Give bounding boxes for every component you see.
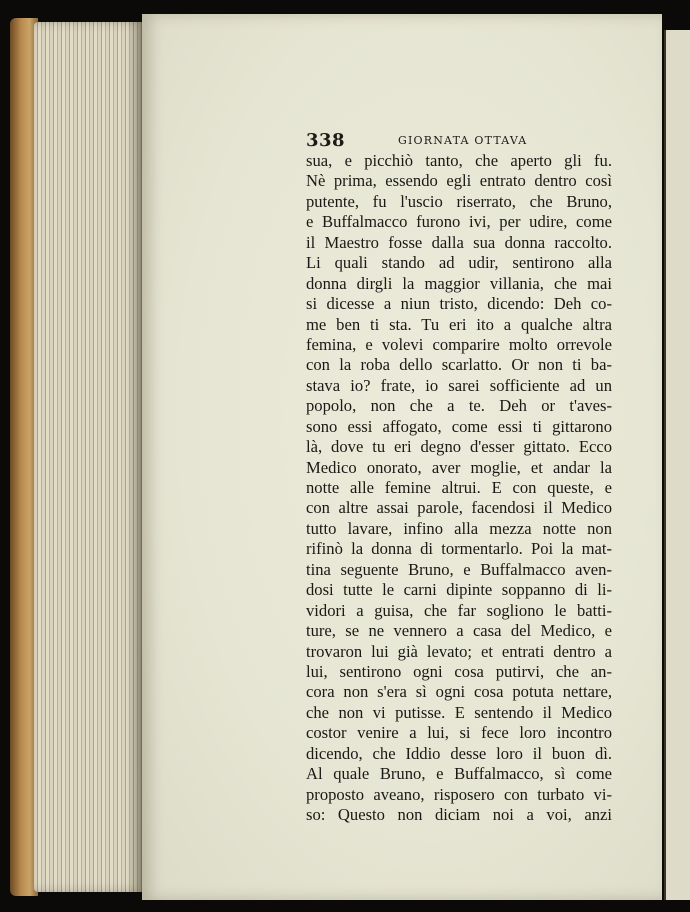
text-line: là, dove tu eri degno d'esser gittato. Ecco <box>306 437 612 457</box>
text-line: dicendo, che Iddio desse loro il buon dì. <box>306 743 612 763</box>
text-line: il Maestro fosse dalla sua donna raccolto. <box>306 232 612 252</box>
text-line: lui, sentirono ogni cosa putirvi, che an- <box>306 661 612 681</box>
text-line: vidori a guisa, che far sogliono le batti- <box>306 600 612 620</box>
text-line: notte alle femine altrui. E con queste, e <box>306 478 612 497</box>
text-line: sua, e picchiò tanto, che aperto gli fu. <box>306 151 612 170</box>
text-line: cora non s'era sì ogni cosa potuta nettare, <box>306 682 612 702</box>
text-line: donna dirgli la maggior villania, che mai <box>306 273 612 293</box>
page-number: 338 <box>306 130 346 151</box>
text-line: e Buffalmacco furono ivi, per udire, come <box>306 212 612 232</box>
text-line: costor venire a lui, si fece loro incontro <box>306 723 612 743</box>
text-line: putente, fu l'uscio riserrato, che Bruno, <box>306 191 612 211</box>
text-line: femina, e volevi comparire molto orrevole <box>306 334 612 354</box>
text-line: sono essi affogato, come essi ti gittarono <box>306 416 612 436</box>
text-line: Medico onorato, aver moglie, et andar la <box>306 457 612 477</box>
text-line: ture, se ne vennero a casa del Medico, e <box>306 621 612 641</box>
text-line: trovaron lui già levato; et entrati dentro a <box>306 641 612 661</box>
running-head-title: GIORNATA OTTAVA <box>398 134 528 147</box>
text-line: proposto aveano, risposero con turbato vi- <box>306 784 612 804</box>
text-line: che non vi putisse. E sentendo il Medico <box>306 702 612 722</box>
text-line: stava io? frate, io sarei sofficiente ad un <box>306 375 612 395</box>
text-line: me ben ti sta. Tu eri ito a qualche altra <box>306 314 612 334</box>
text-line: popolo, non che a te. Deh or t'aves- <box>306 396 612 416</box>
text-line: dosi tutte le carni dipinte soppanno di li- <box>306 580 612 600</box>
text-line: tutto lavare, infino alla mezza notte non <box>306 518 612 538</box>
body-text <box>306 151 612 825</box>
text-line: Nè prima, essendo egli entrato dentro così <box>306 171 612 191</box>
facing-page-edge <box>664 30 690 900</box>
text-line: Al quale Bruno, e Buffalmacco, sì come <box>306 764 612 784</box>
text-line: so: Questo non diciam noi a voi, anzi <box>306 805 612 824</box>
text-line: con altre assai parole, facendosi il Medico <box>306 498 612 518</box>
text-line: con la roba dello scarlatto. Or non ti ba- <box>306 355 612 375</box>
text-line: tina seguente Bruno, e Buffalmacco aven- <box>306 559 612 579</box>
text-line: si dicesse a niun tristo, dicendo: Deh co- <box>306 294 612 314</box>
text-line: rifinò la donna di tormentarlo. Poi la mat- <box>306 539 612 559</box>
text-line: Li quali stando ad udir, sentirono alla <box>306 253 612 273</box>
